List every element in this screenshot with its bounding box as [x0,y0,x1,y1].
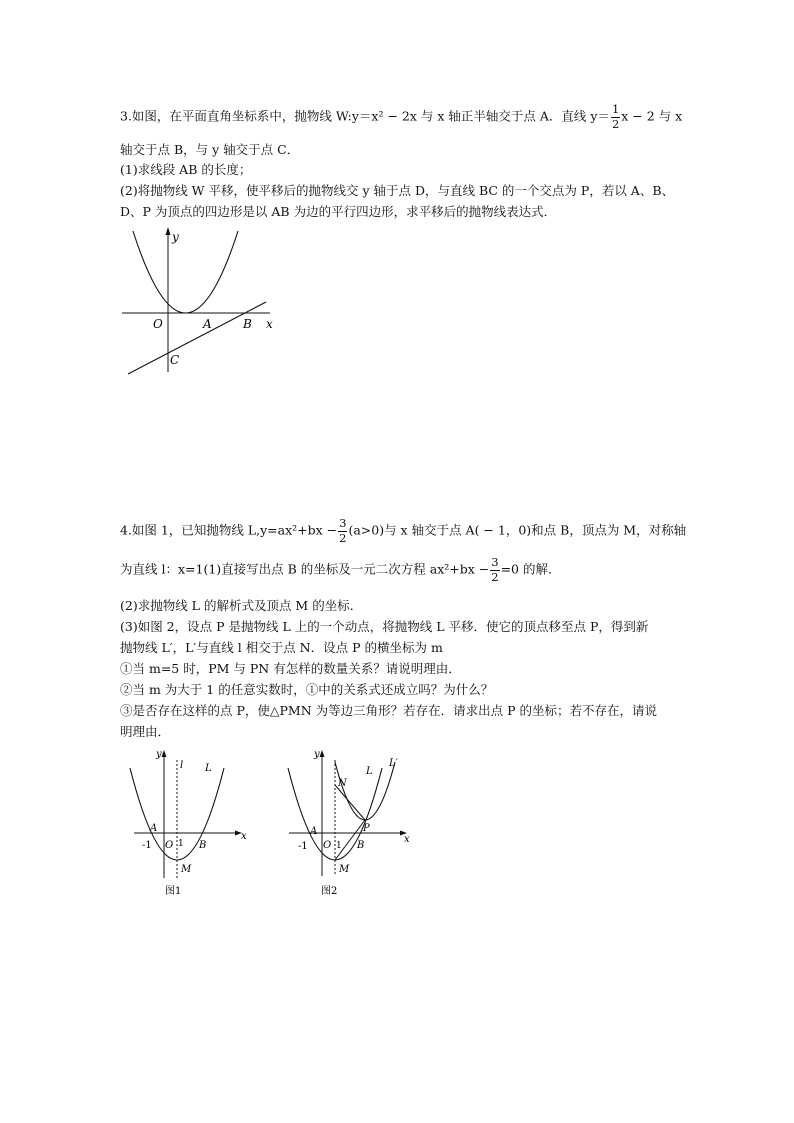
fig2-y-arrow [320,750,325,757]
fig2-parabola-lprime [335,762,395,820]
p4-line2-text-a: 为直线 l：x=1(1)直接写出点 B 的坐标及一元二次方程 ax²+bx − [120,561,490,577]
p4-frac1-num: 3 [339,516,347,530]
fig1-label-1: 1 [178,839,184,849]
fig2-label-b: B [357,840,365,851]
fig2-label-n: N [338,778,347,789]
fig1-label-x: x [241,831,247,842]
p3-line2: 轴交于点 B，与 y 轴交于点 C． [120,142,300,157]
fig2-label-p: P [363,823,370,834]
p3-frac-den: 2 [611,116,620,131]
fig1-label-neg1: -1 [142,840,152,851]
p3-line1-text-b: x − 2 与 x [621,108,683,124]
fig1-label-o: O [165,840,174,851]
p3-label-b: B [243,317,252,331]
p3-label-y: y [172,230,179,244]
fig1-label-b: B [199,840,207,851]
p3-label-x: x [266,317,273,331]
p3-label-c: C [170,353,180,367]
fig2-label-o: O [323,840,332,851]
p4-line1-text-a: 4.如图 1，已知抛物线 L,y=ax²+bx − [120,522,338,538]
fig2-label-neg1: -1 [298,841,308,852]
fig1-label-curve: L [205,763,212,774]
fig1-label-a: A [150,823,158,834]
fig2-label-y: y [314,749,320,760]
p3-line1-text-a: 3.如图，在平面直角坐标系中，抛物线 W:y＝x² − 2x 与 x 轴正半轴交于点 A．直线 y＝ [120,108,610,124]
p3-label-o: O [153,317,163,331]
fig2-label-x: x [404,834,410,845]
fig2-caption: 图2 [321,886,338,897]
p4-sub3-line1: ③是否存在这样的点 P，使△PMN 为等边三角形？若存在．请求出点 P 的坐标；若不存在，请说 [120,703,657,718]
p4-question3-line2: 抛物线 L′，L′与直线 l 相交于点 N．设点 P 的横坐标为 m [120,640,443,655]
fig2-label-1: 1 [336,841,342,851]
fig1-label-y: y [156,749,162,760]
p4-frac2-num: 3 [491,555,499,569]
p4-sub2: ②当 m 为大于 1 的任意实数时，①中的关系式还成立吗？为什么？ [120,682,494,697]
p3-question2-line2: D、P 为顶点的四边形是以 AB 为边的平行四边形，求平移后的抛物线表达式． [120,204,557,219]
fig1-caption: 图1 [165,886,182,897]
fig2-label-l: L [366,766,373,777]
p4-question2: (2)求抛物线 L 的解析式及顶点 M 的坐标． [120,598,363,613]
p4-frac1-den: 2 [339,530,347,545]
p4-frac2-den: 2 [491,569,499,584]
p3-question2-line1: (2)将抛物线 W 平移，使平移后的抛物线交 y 轴于点 D，与直线 BC 的一个交点为 P，若以 A、B、 [120,183,675,198]
p4-question3-line1: (3)如图 2，设点 P 是抛物线 L 上的一个动点，将抛物线 L 平移．使它的顶点移至点 P，得到新 [120,619,649,634]
p3-question1: (1)求线段 AB 的长度； [120,162,252,177]
p4-line2-text-b: =0 的解． [500,561,561,577]
fig2-label-m: M [339,864,350,875]
fig1-label-l: l [180,760,184,771]
p4-sub3-line2: 明理由． [120,724,171,739]
p3-frac-num: 1 [611,102,620,116]
p3-label-a: A [203,317,212,331]
fig2-label-a: A [310,826,318,837]
fig2-label-lprime: L′ [389,758,398,769]
fig2-segment-np [335,785,365,820]
p4-sub1: ①当 m=5 时，PM 与 PN 有怎样的数量关系？请说明理由． [120,661,461,676]
fig1-label-m: M [181,864,192,875]
p4-line1-text-b: (a>0)与 x 轴交于点 A( − 1，0)和点 B，顶点为 M，对称轴 [348,522,687,538]
